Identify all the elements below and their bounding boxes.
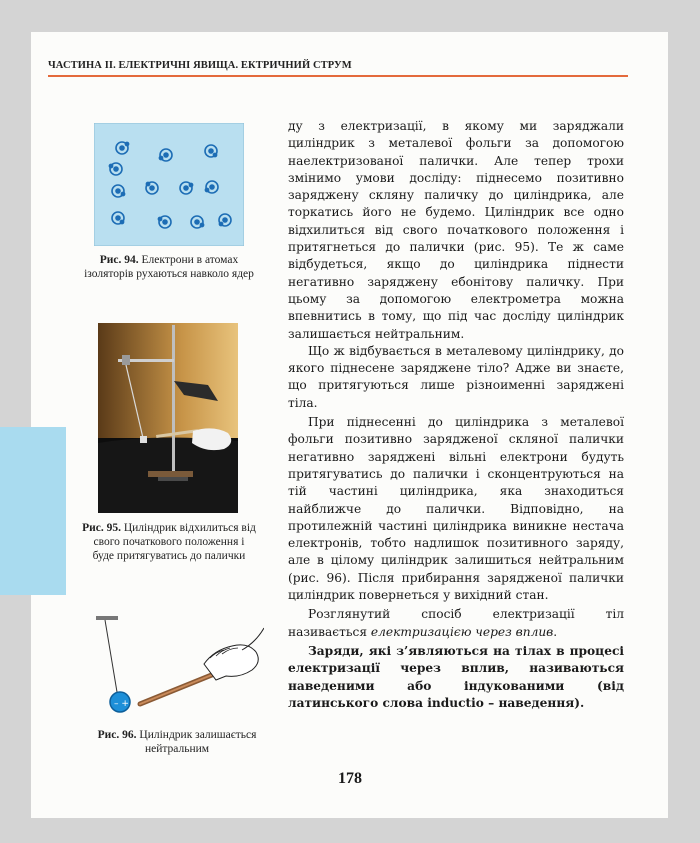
figure-95-caption: Рис. 95. Циліндрик відхилиться від свого початкового положення і буде притягуватись до палички — [82, 522, 256, 562]
svg-text:– +: – + — [114, 699, 129, 709]
running-header: ЧАСТИНА II. ЕЛЕКТРИЧНІ ЯВИЩА. ЕКТРИЧНИЙ СТРУМ — [48, 60, 352, 71]
paragraph-4: Розглянутий спосіб електризації тіл називається електризацією через вплив. — [288, 607, 624, 639]
atoms-diagram — [94, 123, 244, 246]
paragraph-3: При піднесенні до циліндрика з металевої фольги позитивно зарядженої скляної палички негативно заряджені вільні електрони будуть притягуватись до палички і сконцентруються на тій частині циліндрика, яка знаходиться найближче до палички. Відповідно, на протилежній частині циліндрика виникне нестача електронів, тобто надлишок позитивного заряду, але в цілому циліндрик залишиться нейтральним (рис. 96). Після прибирання зарядженої палички циліндрик повернеться у вихідний стан. — [288, 415, 624, 603]
definition-paragraph: Заряди, які з’являються на тілах в процесі електризації через вплив, називаються наведеними або індукованими (від латинського слова inductio – наведення). — [288, 643, 624, 710]
figure-96-caption: Рис. 96. Циліндрик залишається нейтральним — [97, 729, 257, 755]
body-text — [288, 118, 624, 712]
page-number: 178 — [338, 770, 362, 787]
experiment-photo — [98, 323, 238, 513]
header-rule — [48, 75, 628, 77]
blue-side-tab — [0, 427, 66, 595]
term-electrization: електризацією через вплив — [370, 624, 554, 639]
figure-94-caption: Рис. 94. Електрони в атомах ізоляторів рухаються навколо ядер — [84, 254, 254, 280]
cylinder-drawing — [92, 612, 264, 722]
paragraph-2: Що ж відбувається в металевому циліндрику, до якого піднесене заряджене тіло? Адже ви знаєте, що притягуються лише різноименні заряджені тіла. — [288, 343, 624, 410]
figure-94-atoms — [94, 123, 244, 246]
figure-95-photo — [98, 323, 238, 513]
paragraph-1: ду з електризації, в якому ми заряджали циліндрик з металевої фольги за допомогою наелектризованої палички. Але тепер трохи змінимо умови досліду: піднесемо позитивно заряджену скляну паличку до циліндрика, але торкатись його не будемо. Циліндрик все одно відхилиться від свого початкового положення і притягнеться до палички (рис. 95). Те ж саме відбудеться, якщо до циліндрика піднести негативно заряджену ебонітову паличку. При цьому за допомогою електрометра можна впевнитись в тому, що під час досліду циліндрик залишається нейтральним. — [288, 119, 624, 341]
figure-96-drawing — [92, 612, 264, 722]
